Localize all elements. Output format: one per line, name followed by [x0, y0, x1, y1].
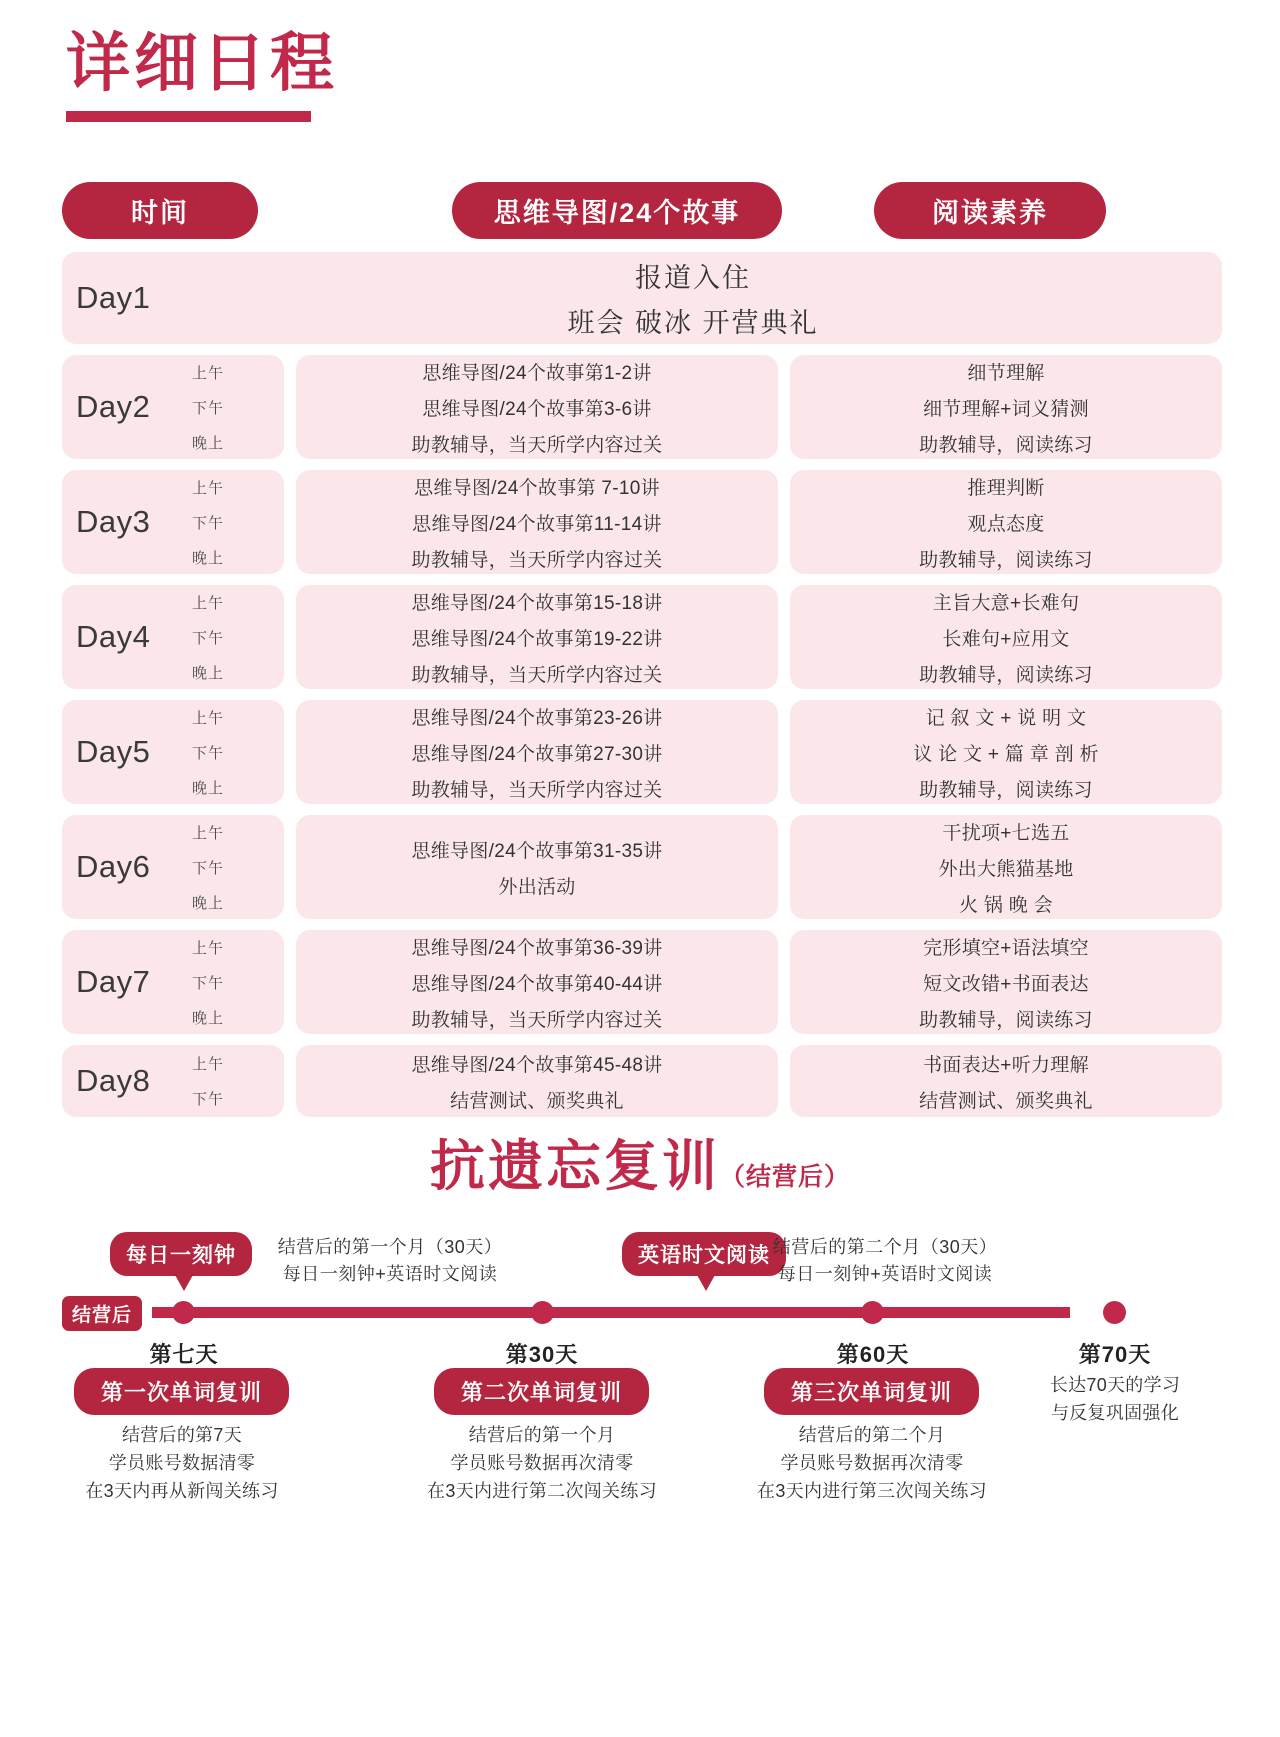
reading-line: 助教辅导，阅读练习	[919, 664, 1093, 686]
column-header-time: 时间	[62, 182, 258, 239]
schedule-table	[62, 252, 1222, 1128]
mindmap-cell	[296, 585, 778, 689]
slot-label: 下午	[192, 1091, 225, 1108]
tag-pointer-icon	[697, 1275, 715, 1291]
slot-label: 晚上	[192, 894, 225, 912]
reading-line: 干扰项+七选五	[942, 822, 1070, 844]
day1-line-2: 班会 破冰 开营典礼	[567, 308, 819, 338]
reading-line: 助教辅导，阅读练习	[919, 434, 1093, 456]
slot-label: 上午	[192, 594, 225, 612]
table-row	[62, 815, 1222, 919]
timeline-start-label: 结营后	[62, 1296, 142, 1331]
day-label: Day1	[76, 280, 151, 315]
reading-cell	[790, 815, 1222, 919]
day-cell	[62, 700, 284, 804]
slot-label: 上午	[192, 479, 225, 497]
timeline-bar	[152, 1307, 1070, 1318]
day-cell	[62, 470, 284, 574]
day-label: Day8	[76, 1063, 151, 1098]
mindmap-line: 外出活动	[498, 876, 576, 898]
reading-line: 议 论 文 + 篇 章 剖 析	[913, 743, 1099, 765]
slot-label: 下午	[192, 974, 225, 992]
day1-content	[284, 256, 1222, 340]
milestone-note-line: 在3天内进行第二次闯关练习	[427, 1480, 657, 1501]
timeline-note-2-line-1: 结营后的第二个月（30天）	[772, 1237, 998, 1257]
milestone-note-line: 与反复巩固强化	[1050, 1402, 1180, 1423]
mindmap-line: 思维导图/24个故事第3-6讲	[422, 398, 652, 420]
milestone-day-label: 第30天	[505, 1342, 579, 1367]
mindmap-line: 助教辅导，当天所学内容过关	[411, 549, 663, 571]
mindmap-line: 思维导图/24个故事第1-2讲	[422, 362, 652, 384]
reading-line: 助教辅导，阅读练习	[919, 779, 1093, 801]
slot-label: 晚上	[192, 1009, 225, 1027]
day1-label-wrap	[62, 280, 284, 316]
timeline-note-1-line-1: 结营后的第一个月（30天）	[277, 1237, 503, 1257]
reading-cell	[790, 930, 1222, 1034]
day-cell	[62, 930, 284, 1034]
mindmap-line: 助教辅导，当天所学内容过关	[411, 779, 663, 801]
milestone-note-line: 结营后的第二个月	[798, 1425, 946, 1445]
mindmap-cell	[296, 355, 778, 459]
slot-list	[192, 477, 224, 568]
slot-label: 晚上	[192, 779, 225, 797]
reading-cell	[790, 585, 1222, 689]
timeline-dot	[172, 1301, 195, 1324]
day-cell	[62, 355, 284, 459]
slot-label: 上午	[192, 1056, 225, 1073]
slot-label: 下午	[192, 859, 225, 877]
day-label: Day5	[76, 734, 151, 769]
reading-cell	[790, 700, 1222, 804]
mindmap-cell	[296, 930, 778, 1034]
column-headers	[62, 182, 1222, 242]
reading-line: 细节理解	[967, 362, 1045, 384]
milestone-note-line: 在3天内再从新闯关练习	[85, 1480, 279, 1501]
mindmap-line: 思维导图/24个故事第 7-10讲	[414, 477, 660, 499]
table-row	[62, 700, 1222, 804]
mindmap-line: 思维导图/24个故事第11-14讲	[412, 513, 662, 535]
milestone-note-line: 结营后的第7天	[121, 1425, 243, 1445]
milestone-day-label: 第70天	[1078, 1342, 1152, 1367]
reading-line: 短文改错+书面表达	[923, 973, 1089, 995]
mindmap-line: 思维导图/24个故事第36-39讲	[411, 937, 663, 959]
reading-cell	[790, 470, 1222, 574]
milestone-day-label: 第60天	[836, 1342, 910, 1367]
milestone-note-line: 在3天内进行第三次闯关练习	[757, 1480, 987, 1501]
reading-line: 结营测试、颁奖典礼	[919, 1090, 1093, 1112]
day-label: Day6	[76, 849, 151, 884]
milestone-note-line: 学员账号数据再次清零	[450, 1452, 634, 1473]
day1-line-1: 报道入住	[635, 263, 751, 293]
reading-line: 记 叙 文 + 说 明 文	[925, 707, 1087, 729]
table-row	[62, 930, 1222, 1034]
title-underline	[66, 111, 311, 122]
tag-daily-quarter-hour: 每日一刻钟	[110, 1232, 252, 1276]
reading-line: 火 锅 晚 会	[959, 894, 1053, 916]
slot-label: 上午	[192, 364, 225, 382]
milestone-note-1	[52, 1422, 312, 1506]
timeline-dot	[531, 1301, 554, 1324]
reading-line: 长难句+应用文	[942, 628, 1070, 650]
mindmap-line: 思维导图/24个故事第19-22讲	[411, 628, 663, 650]
table-row	[62, 1045, 1222, 1117]
day1-cell	[62, 252, 1222, 344]
milestone-pill-1: 第一次单词复训	[74, 1368, 289, 1415]
timeline-dot	[861, 1301, 884, 1324]
title-block	[66, 27, 338, 122]
slot-list	[192, 707, 224, 798]
column-header-reading: 阅读素养	[874, 182, 1106, 239]
reading-line: 助教辅导，阅读练习	[919, 549, 1093, 571]
mindmap-cell	[296, 1045, 778, 1117]
retrain-title	[0, 1122, 1280, 1201]
tag-pointer-icon	[175, 1275, 193, 1291]
mindmap-line: 助教辅导，当天所学内容过关	[411, 664, 663, 686]
table-row	[62, 252, 1222, 344]
milestone-note-line: 学员账号数据再次清零	[780, 1452, 964, 1473]
milestone-pill-3: 第三次单词复训	[764, 1368, 979, 1415]
reading-cell	[790, 355, 1222, 459]
mindmap-line: 思维导图/24个故事第45-48讲	[411, 1054, 663, 1076]
page-title: 详细日程	[66, 27, 338, 99]
day-cell	[62, 815, 284, 919]
timeline-note-2	[740, 1234, 1030, 1288]
milestone-note-line: 学员账号数据清零	[108, 1452, 256, 1473]
milestone-note-3	[742, 1422, 1002, 1506]
milestone-note-line: 长达70天的学习	[1049, 1375, 1181, 1395]
retrain-title-sub: （结营后）	[720, 1163, 851, 1191]
slot-label: 上午	[192, 709, 225, 727]
reading-line: 外出大熊猫基地	[938, 858, 1074, 880]
table-row	[62, 585, 1222, 689]
slot-label: 上午	[192, 824, 225, 842]
mindmap-cell	[296, 700, 778, 804]
mindmap-cell	[296, 470, 778, 574]
table-row	[62, 355, 1222, 459]
slot-label: 下午	[192, 399, 225, 417]
milestone-note-4	[1000, 1372, 1230, 1428]
reading-line: 主旨大意+长难句	[932, 592, 1080, 614]
reading-line: 细节理解+词义猜测	[923, 398, 1089, 420]
day-label: Day2	[76, 389, 151, 424]
mindmap-line: 思维导图/24个故事第23-26讲	[411, 707, 663, 729]
day-label: Day3	[76, 504, 151, 539]
day-cell	[62, 585, 284, 689]
reading-cell	[790, 1045, 1222, 1117]
slot-label: 下午	[192, 744, 225, 762]
slot-list	[192, 822, 224, 913]
mindmap-line: 助教辅导，当天所学内容过关	[411, 434, 663, 456]
table-row	[62, 470, 1222, 574]
mindmap-line: 思维导图/24个故事第40-44讲	[411, 973, 663, 995]
timeline-note-2-line-2: 每日一刻钟+英语时文阅读	[777, 1264, 993, 1284]
reading-line: 推理判断	[967, 477, 1045, 499]
slot-list	[192, 362, 224, 453]
mindmap-line: 思维导图/24个故事第15-18讲	[411, 592, 663, 614]
mindmap-cell	[296, 815, 778, 919]
reading-line: 观点态度	[967, 513, 1045, 535]
reading-line: 完形填空+语法填空	[923, 937, 1089, 959]
slot-label: 下午	[192, 514, 225, 532]
slot-label: 下午	[192, 629, 225, 647]
mindmap-line: 结营测试、颁奖典礼	[450, 1090, 624, 1112]
milestone-day-label: 第七天	[149, 1342, 219, 1367]
mindmap-line: 助教辅导，当天所学内容过关	[411, 1009, 663, 1031]
slot-label: 上午	[192, 939, 225, 957]
mindmap-line: 思维导图/24个故事第31-35讲	[411, 840, 663, 862]
slot-label: 晚上	[192, 549, 225, 567]
day-cell	[62, 1045, 284, 1117]
day-label: Day7	[76, 964, 151, 999]
milestone-note-line: 结营后的第一个月	[468, 1425, 616, 1445]
retrain-title-main: 抗遗忘复训	[429, 1135, 720, 1197]
milestone-pill-2: 第二次单词复训	[434, 1368, 649, 1415]
column-header-mindmap: 思维导图/24个故事	[452, 182, 782, 239]
mindmap-line: 思维导图/24个故事第27-30讲	[411, 743, 663, 765]
reading-line: 书面表达+听力理解	[923, 1054, 1089, 1076]
milestone-note-2	[412, 1422, 672, 1506]
slot-list	[192, 937, 224, 1028]
reading-line: 助教辅导，阅读练习	[919, 1009, 1093, 1031]
timeline-dot	[1103, 1301, 1126, 1324]
slot-list	[192, 1053, 224, 1109]
slot-list	[192, 592, 224, 683]
slot-label: 晚上	[192, 434, 225, 452]
slot-label: 晚上	[192, 664, 225, 682]
timeline-note-1	[255, 1234, 525, 1288]
day-label: Day4	[76, 619, 151, 654]
timeline-note-1-line-2: 每日一刻钟+英语时文阅读	[282, 1264, 498, 1284]
tag-english-reading: 英语时文阅读	[622, 1232, 786, 1276]
